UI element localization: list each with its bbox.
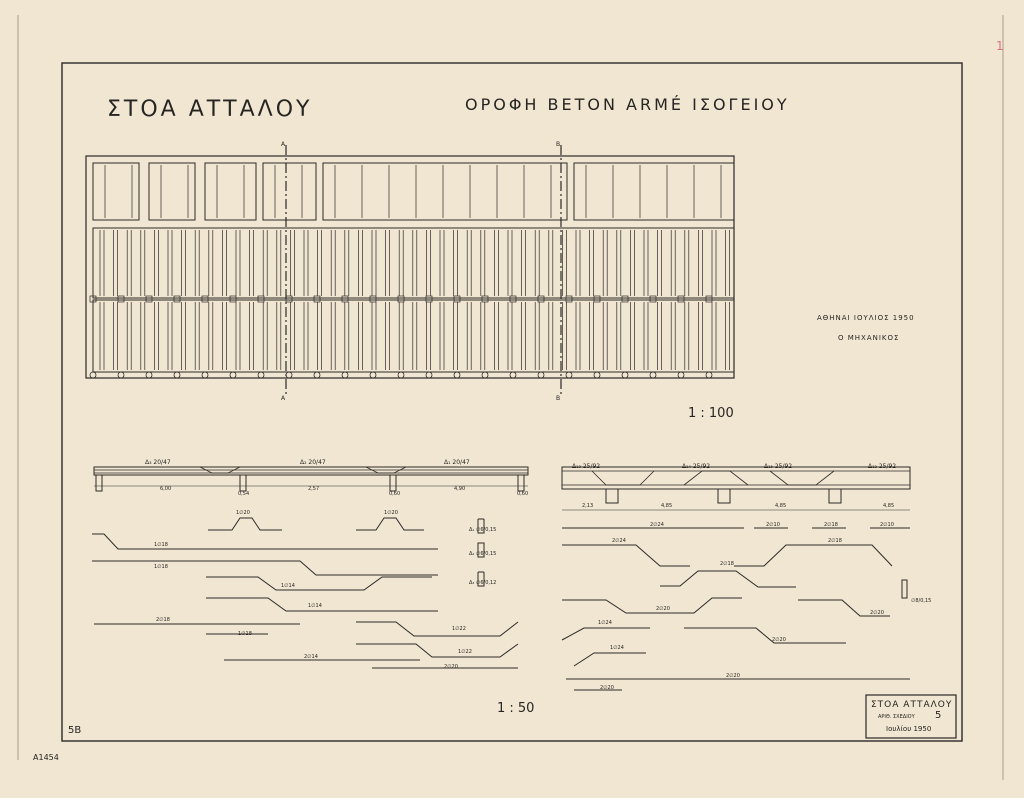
- rebar-label: 2∅14: [304, 654, 318, 660]
- support: [240, 475, 246, 491]
- rebar-bar: [356, 644, 518, 657]
- column: [454, 372, 460, 378]
- column: [510, 296, 516, 302]
- plan-panel: [205, 163, 256, 220]
- beam-label: Δ₁₅ 25/92: [764, 463, 793, 470]
- archive-number: Α1454: [33, 753, 59, 762]
- column: [510, 372, 516, 378]
- column: [342, 296, 348, 302]
- rebar-bar: [562, 628, 650, 640]
- beam-truss: [592, 471, 654, 485]
- support: [829, 489, 841, 503]
- rebar-label: 2∅20: [656, 606, 670, 612]
- page-number: 1: [996, 39, 1004, 53]
- span-dim: 2,13: [582, 503, 594, 509]
- stirrup-icon-right: [902, 580, 907, 598]
- plan-outline: [86, 156, 734, 378]
- stirrup-label: Δ₁ ∅6/0,15: [469, 527, 497, 533]
- column: [538, 296, 544, 302]
- rebar-label: 1∅14: [281, 583, 295, 589]
- support: [718, 489, 730, 503]
- title-left: ΣΤΟΑ ΑΤΤΑΛΟΥ: [107, 97, 313, 122]
- column: [622, 296, 628, 302]
- section-mark-b-bottom: Β: [556, 395, 561, 402]
- plan-joists: [100, 165, 730, 370]
- column: [622, 372, 628, 378]
- engineer-line: Ο ΜΗΧΑΝΙΚΟΣ: [838, 334, 900, 342]
- span-dim: 4,85: [661, 503, 673, 509]
- rebar-label: 2∅18: [156, 617, 170, 623]
- stamp-number: 5: [935, 710, 942, 721]
- column: [118, 372, 124, 378]
- rebar-bar: [92, 561, 438, 575]
- column: [146, 372, 152, 378]
- span-dim: 0,54: [238, 491, 250, 497]
- rebar-label: 2∅20: [870, 610, 884, 616]
- rebar-bar: [356, 622, 518, 636]
- column: [370, 296, 376, 302]
- column: [286, 372, 292, 378]
- rebar-bar: [206, 577, 432, 590]
- stirrup-label: Δ₂ ∅6/0,15: [469, 551, 497, 557]
- support: [606, 489, 618, 503]
- column: [370, 372, 376, 378]
- title-right: ΟΡΟΦΗ ΒΕΤΟΝ ΑRMÉ ΙΣΟΓΕΙΟΥ: [465, 95, 790, 114]
- column: [314, 296, 320, 302]
- span-dim: 4,85: [883, 503, 895, 509]
- stamp-number-label: ΑΡΙΘ. ΣΧΕΔΙΟΥ: [878, 714, 915, 720]
- rebar-label: 2∅18: [828, 538, 842, 544]
- rebar-label: 2∅18: [720, 561, 734, 567]
- rebar-bar: [562, 545, 690, 566]
- column: [678, 296, 684, 302]
- beam-section-right: [562, 467, 910, 489]
- column: [482, 296, 488, 302]
- span-dim: 0,60: [517, 491, 529, 497]
- column: [398, 296, 404, 302]
- column: [594, 372, 600, 378]
- column: [90, 372, 96, 378]
- column: [566, 372, 572, 378]
- column: [650, 296, 656, 302]
- span-dim: 4,90: [454, 486, 466, 492]
- column: [538, 372, 544, 378]
- span-dim: 6,00: [160, 486, 172, 492]
- rebar-label: 2∅20: [444, 664, 458, 670]
- section-mark-a-bottom: Α: [281, 395, 286, 402]
- section-mark-a-top: Α: [281, 141, 286, 148]
- support: [96, 475, 102, 491]
- span-dim: 2,57: [308, 486, 320, 492]
- rebar-label: 2∅20: [726, 673, 740, 679]
- rebar-bar: [92, 534, 438, 549]
- column: [314, 372, 320, 378]
- column: [426, 372, 432, 378]
- rebar-label: 1∅20: [236, 510, 250, 516]
- plan-slab-strip: [93, 228, 734, 298]
- section-right: [562, 463, 910, 510]
- column: [174, 372, 180, 378]
- rebar-label: 1∅24: [598, 620, 612, 626]
- rebar-label: 1∅24: [610, 645, 624, 651]
- rebar-label: 2∅10: [766, 522, 780, 528]
- rebar-bar: [562, 598, 742, 613]
- rebar-label: 2∅20: [772, 637, 786, 643]
- floor-plan: [86, 141, 734, 402]
- rebar-label: 1∅18: [238, 631, 252, 637]
- rebar-bar: [208, 518, 282, 530]
- column: [258, 372, 264, 378]
- title-block: [866, 695, 956, 738]
- column: [146, 296, 152, 302]
- rebar-label: 2∅18: [824, 522, 838, 528]
- stirrup-label: Δ₃ ∅6/0,12: [469, 580, 497, 586]
- plan-panel: [574, 163, 734, 220]
- rebar-bar: [684, 628, 846, 643]
- column: [118, 296, 124, 302]
- stamp-date: Ιουλίου 1950: [886, 725, 932, 733]
- date-line: ΑΘΗΝΑΙ ΙΟΥΛΙΟΣ 1950: [817, 314, 915, 322]
- plan-scale: 1 : 100: [688, 406, 734, 421]
- beam-label: Δ₁₃ 25/92: [572, 463, 601, 470]
- column: [566, 296, 572, 302]
- beam-label: Δ₁₂ 25/92: [868, 463, 897, 470]
- span-dim: 4,85: [775, 503, 787, 509]
- rebar-bar: [574, 653, 646, 666]
- rebar-label: 1∅22: [458, 649, 472, 655]
- column: [342, 372, 348, 378]
- beam-label: Δ₁ 20/47: [444, 459, 470, 466]
- stirrup-label-right: ∅8/0,15: [911, 598, 932, 604]
- rebar-label: 1∅14: [308, 603, 322, 609]
- beam-section-left: [94, 467, 528, 475]
- drawing-frame: [62, 63, 962, 741]
- sheet-mark: 5B: [68, 725, 82, 736]
- column: [678, 372, 684, 378]
- rebar-label: 2∅20: [600, 685, 614, 691]
- rebar-bar: [356, 518, 424, 530]
- beam-label: Δ₂ 20/47: [300, 459, 326, 466]
- stamp-title: ΣΤΟΑ ΑΤΤΑΛΟΥ: [871, 700, 953, 710]
- rebar-bar: [660, 571, 796, 587]
- column: [286, 296, 292, 302]
- plan-slab-strip: [93, 300, 734, 372]
- beam-label: Δ₁₄ 25/92: [682, 463, 711, 470]
- rebar-label: 1∅18: [154, 564, 168, 570]
- plan-panel: [323, 163, 567, 220]
- column: [706, 296, 712, 302]
- plan-columns: [90, 296, 712, 378]
- rebar-label: 1∅22: [452, 626, 466, 632]
- column: [594, 296, 600, 302]
- stirrups-legend: [469, 519, 931, 604]
- support: [518, 475, 524, 491]
- column: [650, 372, 656, 378]
- beam-truss: [770, 471, 834, 485]
- span-dim: 0,60: [389, 491, 401, 497]
- beam-truss: [684, 471, 748, 485]
- column: [258, 296, 264, 302]
- column: [202, 372, 208, 378]
- column: [454, 296, 460, 302]
- rebar-label: 1∅18: [154, 542, 168, 548]
- column: [202, 296, 208, 302]
- column: [398, 372, 404, 378]
- support: [390, 475, 396, 491]
- rebar-bar: [734, 545, 892, 566]
- column: [706, 372, 712, 378]
- plan-panel: [263, 163, 316, 220]
- column: [230, 372, 236, 378]
- rebar-label: 2∅10: [880, 522, 894, 528]
- rebar-bar: [206, 598, 438, 611]
- detail-scale: 1 : 50: [497, 701, 535, 716]
- column: [426, 296, 432, 302]
- beam-label: Δ₃ 20/47: [145, 459, 171, 466]
- column: [482, 372, 488, 378]
- column: [230, 296, 236, 302]
- rebar-label: 2∅24: [650, 522, 664, 528]
- rebar-schedule: [92, 510, 910, 691]
- column: [174, 296, 180, 302]
- section-mark-b-top: Β: [556, 141, 561, 148]
- rebar-label: 1∅20: [384, 510, 398, 516]
- rebar-label: 2∅24: [612, 538, 626, 544]
- section-left: [94, 459, 528, 497]
